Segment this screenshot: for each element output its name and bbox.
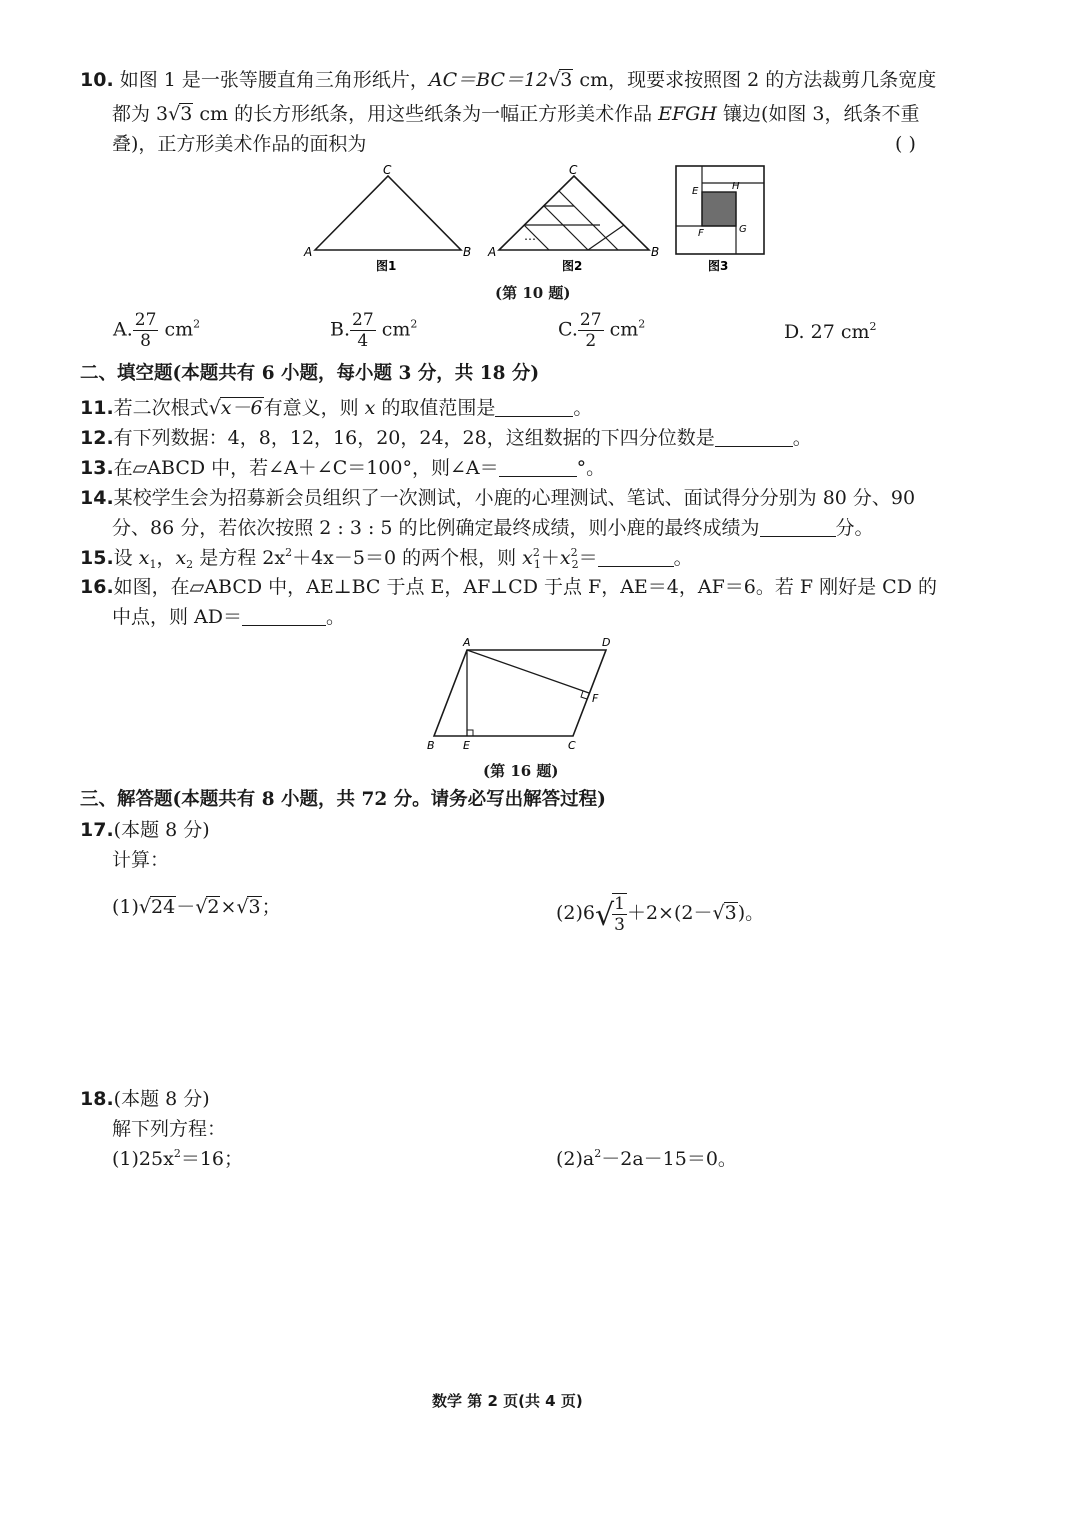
svg-text:…: … [524,229,536,243]
option-a[interactable]: A. $\frac{27}{8}$ $cm^2$ [113,310,201,351]
fig1-label: 图1 [376,259,397,273]
option-b[interactable]: B. $\frac{27}{4}$ $cm^2$ [330,310,418,351]
q13-blank[interactable] [499,454,577,477]
q18-instruction: 解下列方程： [112,1118,227,1140]
q16-line2: 中点，则 AD＝ 。 [112,603,345,631]
section-3-heading: 三、解答题(本题共有 8 小题，共 72 分。请务必写出解答过程) [80,789,606,810]
q14-blank[interactable] [760,514,836,537]
svg-text:A: A [488,245,497,259]
q12-blank[interactable] [715,424,793,447]
svg-text:D: D [602,636,611,649]
q13: 13.在▱ABCD 中，若∠A＋∠C＝100°，则∠A＝ °。 [80,454,605,482]
svg-text:G: G [739,224,747,235]
svg-text:C: C [383,163,392,177]
q10-line1: 10. 如图 1 是一张等腰直角三角形纸片，AC＝BC＝12√3 cm，现要求按照图 2 的方法裁剪几条宽度 [80,69,937,91]
svg-text:E: E [692,186,699,197]
q18-header: 18.(本题 8 分) [80,1088,210,1110]
q10-line3: 叠)，正方形美术作品的面积为 [112,133,367,155]
svg-text:C: C [569,163,578,177]
q10-number: 10. [80,69,114,91]
q15-blank[interactable] [598,544,674,567]
q11-blank[interactable] [495,394,573,417]
section-2-heading: 二、填空题(本题共有 6 小题，每小题 3 分，共 18 分) [80,363,540,384]
triangle-abc [315,176,461,250]
svg-text:F: F [592,692,599,705]
svg-text:A: A [304,245,313,259]
q18-part1: $(1)25x^2=16$； [112,1147,243,1170]
page-footer: 数学 第 2 页(共 4 页) [432,1392,583,1410]
q10-figure-1 [300,162,480,277]
q12: 12.有下列数据：4，8，12，16，20，24，28，这组数据的下四分位数是 。 [80,424,812,452]
q14-line2: 分、86 分，若依次按照 2 : 3 : 5 的比例确定最终成绩，则小鹿的最终成绩为 分。 [112,514,874,542]
q17-instruction: 计算： [112,849,170,871]
q10-figure-3 [672,162,772,277]
q16-line1: 16.如图，在▱ABCD 中，AE⊥BC 于点 E，AF⊥CD 于点 F，AE＝4，AF＝6。若 F 刚好是 CD 的 [80,576,937,598]
q17-part2: (2)6√ $\frac{1}{3}$ ＋2×(2－√3)。 [556,894,765,935]
q10-line2: 都为 3√3 cm 的长方形纸条，用这些纸条为一幅正方形美术作品 EFGH 镶边(如图 3，纸条不重 [112,103,920,125]
q10-figure-2 [484,162,664,277]
q17-part1: (1)√24－√2×√3； [112,896,281,918]
svg-text:B: B [427,739,435,752]
svg-text:H: H [732,181,740,192]
q10-answer-paren: ( ) [895,133,916,155]
option-d[interactable]: D. 27 $cm^2$ [784,320,877,343]
svg-text:B: B [463,245,472,259]
q16-figure-parallelogram [420,632,620,754]
fig3-label: 图3 [708,259,729,273]
q14-line1: 14.某校学生会为招募新会员组织了一次测试，小鹿的心理测试、笔试、面试得分分别为 80 分、90 [80,487,916,509]
q11: 11.若二次根式√x－6有意义，则 x 的取值范围是 。 [80,394,592,422]
svg-text:B: B [651,245,660,259]
svg-text:F: F [698,228,704,239]
q15: 15.设 $x_1$，$x_2$ 是方程 $2x^2+4x-5=0$ 的两个根，则 $x^2_1+x^2_2=$ 。 [80,546,693,571]
q16-blank[interactable] [242,603,326,626]
svg-text:C: C [568,739,576,752]
svg-text:A: A [463,636,471,649]
q10-caption: (第 10 题) [495,284,571,302]
q17-header: 17.(本题 8 分) [80,819,210,841]
q18-part2: $(2)a^2-2a-15=0$。 [556,1147,737,1170]
svg-text:E: E [463,739,470,752]
q16-caption: (第 16 题) [483,762,559,780]
fig2-label: 图2 [562,259,583,273]
option-c[interactable]: C. $\frac{27}{2}$ $cm^2$ [558,310,646,351]
